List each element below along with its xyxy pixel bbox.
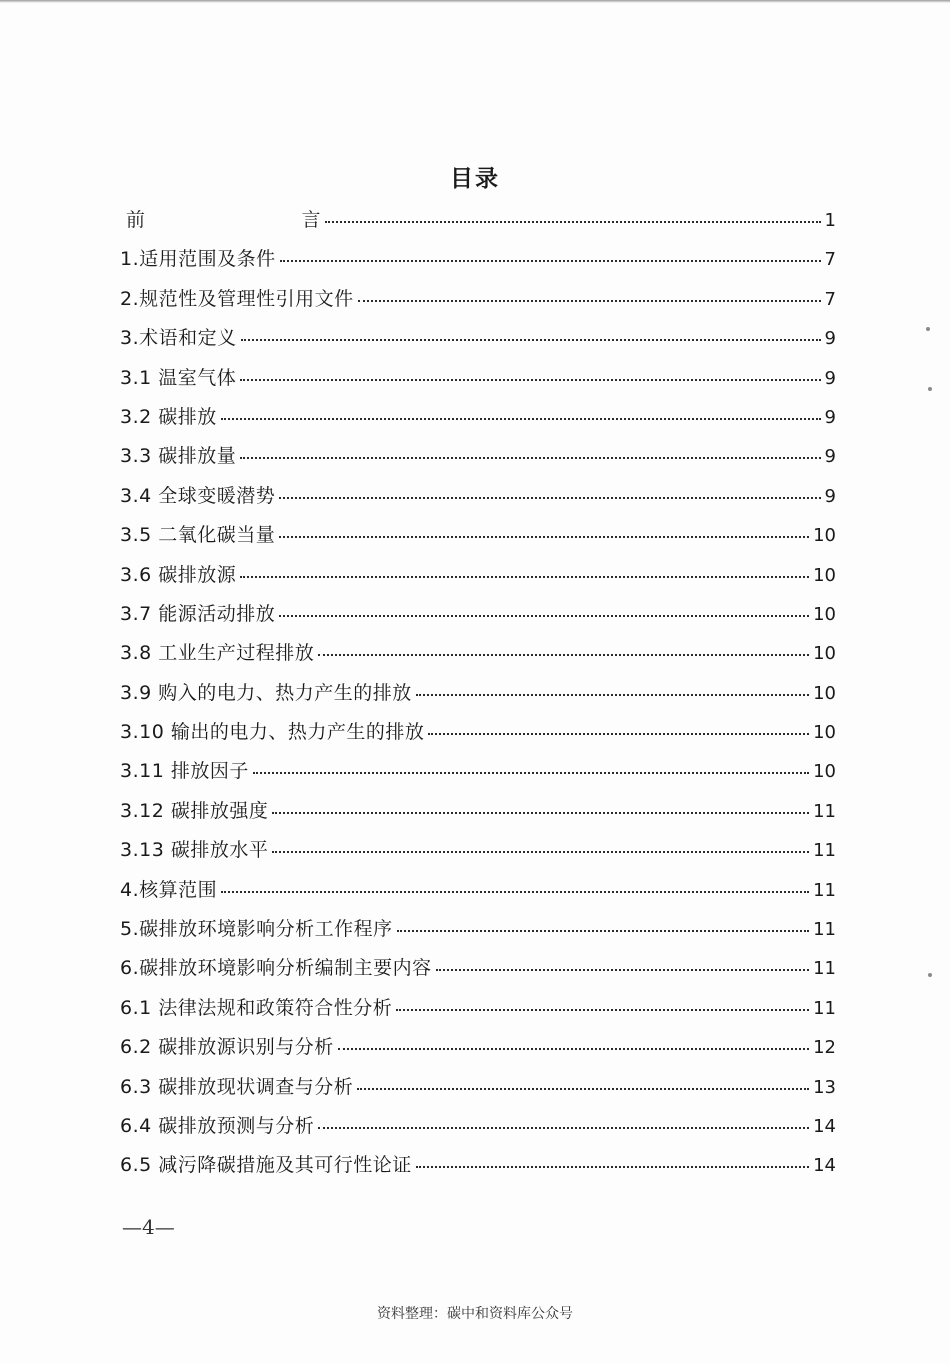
toc-entry-label: 前 言 xyxy=(126,209,321,231)
page-number: —4— xyxy=(122,1215,175,1239)
toc-entry-label: 3.11 排放因子 xyxy=(120,760,249,783)
scan-speck xyxy=(926,327,930,331)
toc-entry[interactable] xyxy=(120,911,836,950)
toc-leader-dots xyxy=(416,1166,809,1168)
toc-entry-label: 3.7 能源活动排放 xyxy=(120,602,276,625)
toc-entry-label: 6.碳排放环境影响分析编制主要内容 xyxy=(120,957,432,980)
toc-entry-page: 14 xyxy=(813,1115,836,1137)
toc-entry-label: 6.5 减污降碳措施及其可行性论证 xyxy=(120,1154,412,1177)
toc-entry-page: 10 xyxy=(813,722,836,744)
toc-entry-page: 1 xyxy=(824,210,836,231)
toc-leader-dots xyxy=(240,379,820,381)
scan-top-edge xyxy=(0,0,950,3)
toc-entry-label: 6.4 碳排放预测与分析 xyxy=(120,1114,315,1137)
toc-leader-dots xyxy=(357,1088,809,1090)
toc-entry[interactable] xyxy=(120,596,836,635)
toc-entry-label: 3.术语和定义 xyxy=(120,327,237,350)
toc-entry-page: 7 xyxy=(824,249,836,271)
toc-entry-label: 2.规范性及管理性引用文件 xyxy=(120,287,354,310)
toc-entry-page: 11 xyxy=(813,879,836,901)
toc-entry[interactable] xyxy=(120,202,836,241)
toc-leader-dots xyxy=(272,851,809,853)
toc-entry[interactable] xyxy=(120,517,836,556)
toc-entry[interactable] xyxy=(120,832,836,871)
toc-leader-dots xyxy=(396,1009,809,1011)
toc-entry[interactable] xyxy=(120,990,836,1029)
toc-title: 目录 xyxy=(450,166,500,192)
toc-leader-dots xyxy=(358,300,821,302)
toc-entry-page: 9 xyxy=(824,485,836,507)
toc-entry-page: 10 xyxy=(813,603,836,625)
toc-entry[interactable] xyxy=(120,360,836,399)
toc-entry-label: 3.4 全球变暖潜势 xyxy=(120,484,276,507)
toc-entry-label: 1.适用范围及条件 xyxy=(120,248,276,271)
toc-entry[interactable] xyxy=(120,478,836,517)
toc-leader-dots xyxy=(221,418,821,420)
toc-entry-page: 12 xyxy=(813,1037,836,1059)
toc-entry[interactable] xyxy=(120,714,836,753)
toc-entry-page: 13 xyxy=(813,1076,836,1098)
toc-entry-label: 4.核算范围 xyxy=(120,878,218,901)
toc-entry-label: 3.12 碳排放强度 xyxy=(120,799,269,822)
toc-entry-label: 6.1 法律法规和政策符合性分析 xyxy=(120,996,393,1019)
toc-entry-label: 3.9 购入的电力、热力产生的排放 xyxy=(120,681,412,704)
toc-entry-label: 3.13 碳排放水平 xyxy=(120,839,269,862)
toc-entry-label: 3.8 工业生产过程排放 xyxy=(120,642,315,665)
toc-entry[interactable] xyxy=(120,753,836,792)
toc-entry-page: 11 xyxy=(813,997,836,1019)
footer-source: 资料整理：碳中和资料库公众号 xyxy=(377,1306,573,1322)
toc-entry[interactable] xyxy=(120,872,836,911)
toc-entry-label: 3.6 碳排放源 xyxy=(120,563,237,586)
toc-leader-dots xyxy=(272,812,809,814)
toc-entry[interactable] xyxy=(120,241,836,280)
toc-leader-dots xyxy=(240,576,809,578)
toc-entry-label: 3.1 温室气体 xyxy=(120,366,237,389)
toc-entry[interactable] xyxy=(120,1108,836,1147)
toc-entry-page: 14 xyxy=(813,1155,836,1177)
toc-leader-dots xyxy=(416,694,809,696)
toc-entry-label: 6.3 碳排放现状调查与分析 xyxy=(120,1075,354,1098)
toc-leader-dots xyxy=(428,733,809,735)
toc-leader-dots xyxy=(279,497,820,499)
toc-entry[interactable] xyxy=(120,950,836,989)
toc-entry-page: 9 xyxy=(824,446,836,468)
toc-entry-page: 10 xyxy=(813,564,836,586)
toc-entry-page: 10 xyxy=(813,643,836,665)
toc-entry-label: 3.2 碳排放 xyxy=(120,405,217,428)
toc-entry[interactable] xyxy=(120,399,836,438)
toc-entry[interactable] xyxy=(120,438,836,477)
toc-entry-page: 11 xyxy=(813,840,836,862)
toc-entry[interactable] xyxy=(120,793,836,832)
toc-leader-dots xyxy=(280,260,821,262)
toc-leader-dots xyxy=(240,457,820,459)
toc-entry-page: 9 xyxy=(824,367,836,389)
toc-entry-page: 9 xyxy=(824,406,836,428)
toc-entry[interactable] xyxy=(120,1029,836,1068)
toc-entry-page: 9 xyxy=(824,328,836,350)
toc-entry-label: 3.10 输出的电力、热力产生的排放 xyxy=(120,721,425,744)
toc-entry[interactable] xyxy=(120,320,836,359)
toc-entry[interactable] xyxy=(120,557,836,596)
toc-leader-dots xyxy=(221,891,809,893)
toc-entry-page: 11 xyxy=(813,958,836,980)
toc-leader-dots xyxy=(253,772,809,774)
toc-entry-page: 10 xyxy=(813,761,836,783)
toc-leader-dots xyxy=(318,654,809,656)
toc-entry[interactable] xyxy=(120,281,836,320)
toc-entry-label: 6.2 碳排放源识别与分析 xyxy=(120,1036,334,1059)
toc-leader-dots xyxy=(338,1048,809,1050)
toc-leader-dots xyxy=(436,969,809,971)
toc-entry-page: 11 xyxy=(813,800,836,822)
toc-leader-dots xyxy=(241,339,821,341)
toc-entry[interactable] xyxy=(120,1069,836,1108)
toc-entry[interactable] xyxy=(120,675,836,714)
toc-leader-dots xyxy=(397,930,809,932)
toc-leader-dots xyxy=(279,536,809,538)
toc-entry[interactable] xyxy=(120,635,836,674)
toc-entry-label: 3.3 碳排放量 xyxy=(120,445,237,468)
toc-leader-dots xyxy=(318,1127,809,1129)
table-of-contents xyxy=(120,202,836,1187)
toc-entry-label: 3.5 二氧化碳当量 xyxy=(120,524,276,547)
toc-entry-page: 10 xyxy=(813,525,836,547)
toc-leader-dots xyxy=(325,221,821,223)
scan-speck xyxy=(928,973,932,977)
toc-leader-dots xyxy=(279,615,809,617)
toc-entry-page: 10 xyxy=(813,682,836,704)
toc-entry[interactable] xyxy=(120,1147,836,1186)
toc-entry-page: 11 xyxy=(813,919,836,941)
toc-entry-page: 7 xyxy=(824,288,836,310)
toc-entry-label: 5.碳排放环境影响分析工作程序 xyxy=(120,918,393,941)
scan-speck xyxy=(928,387,932,391)
